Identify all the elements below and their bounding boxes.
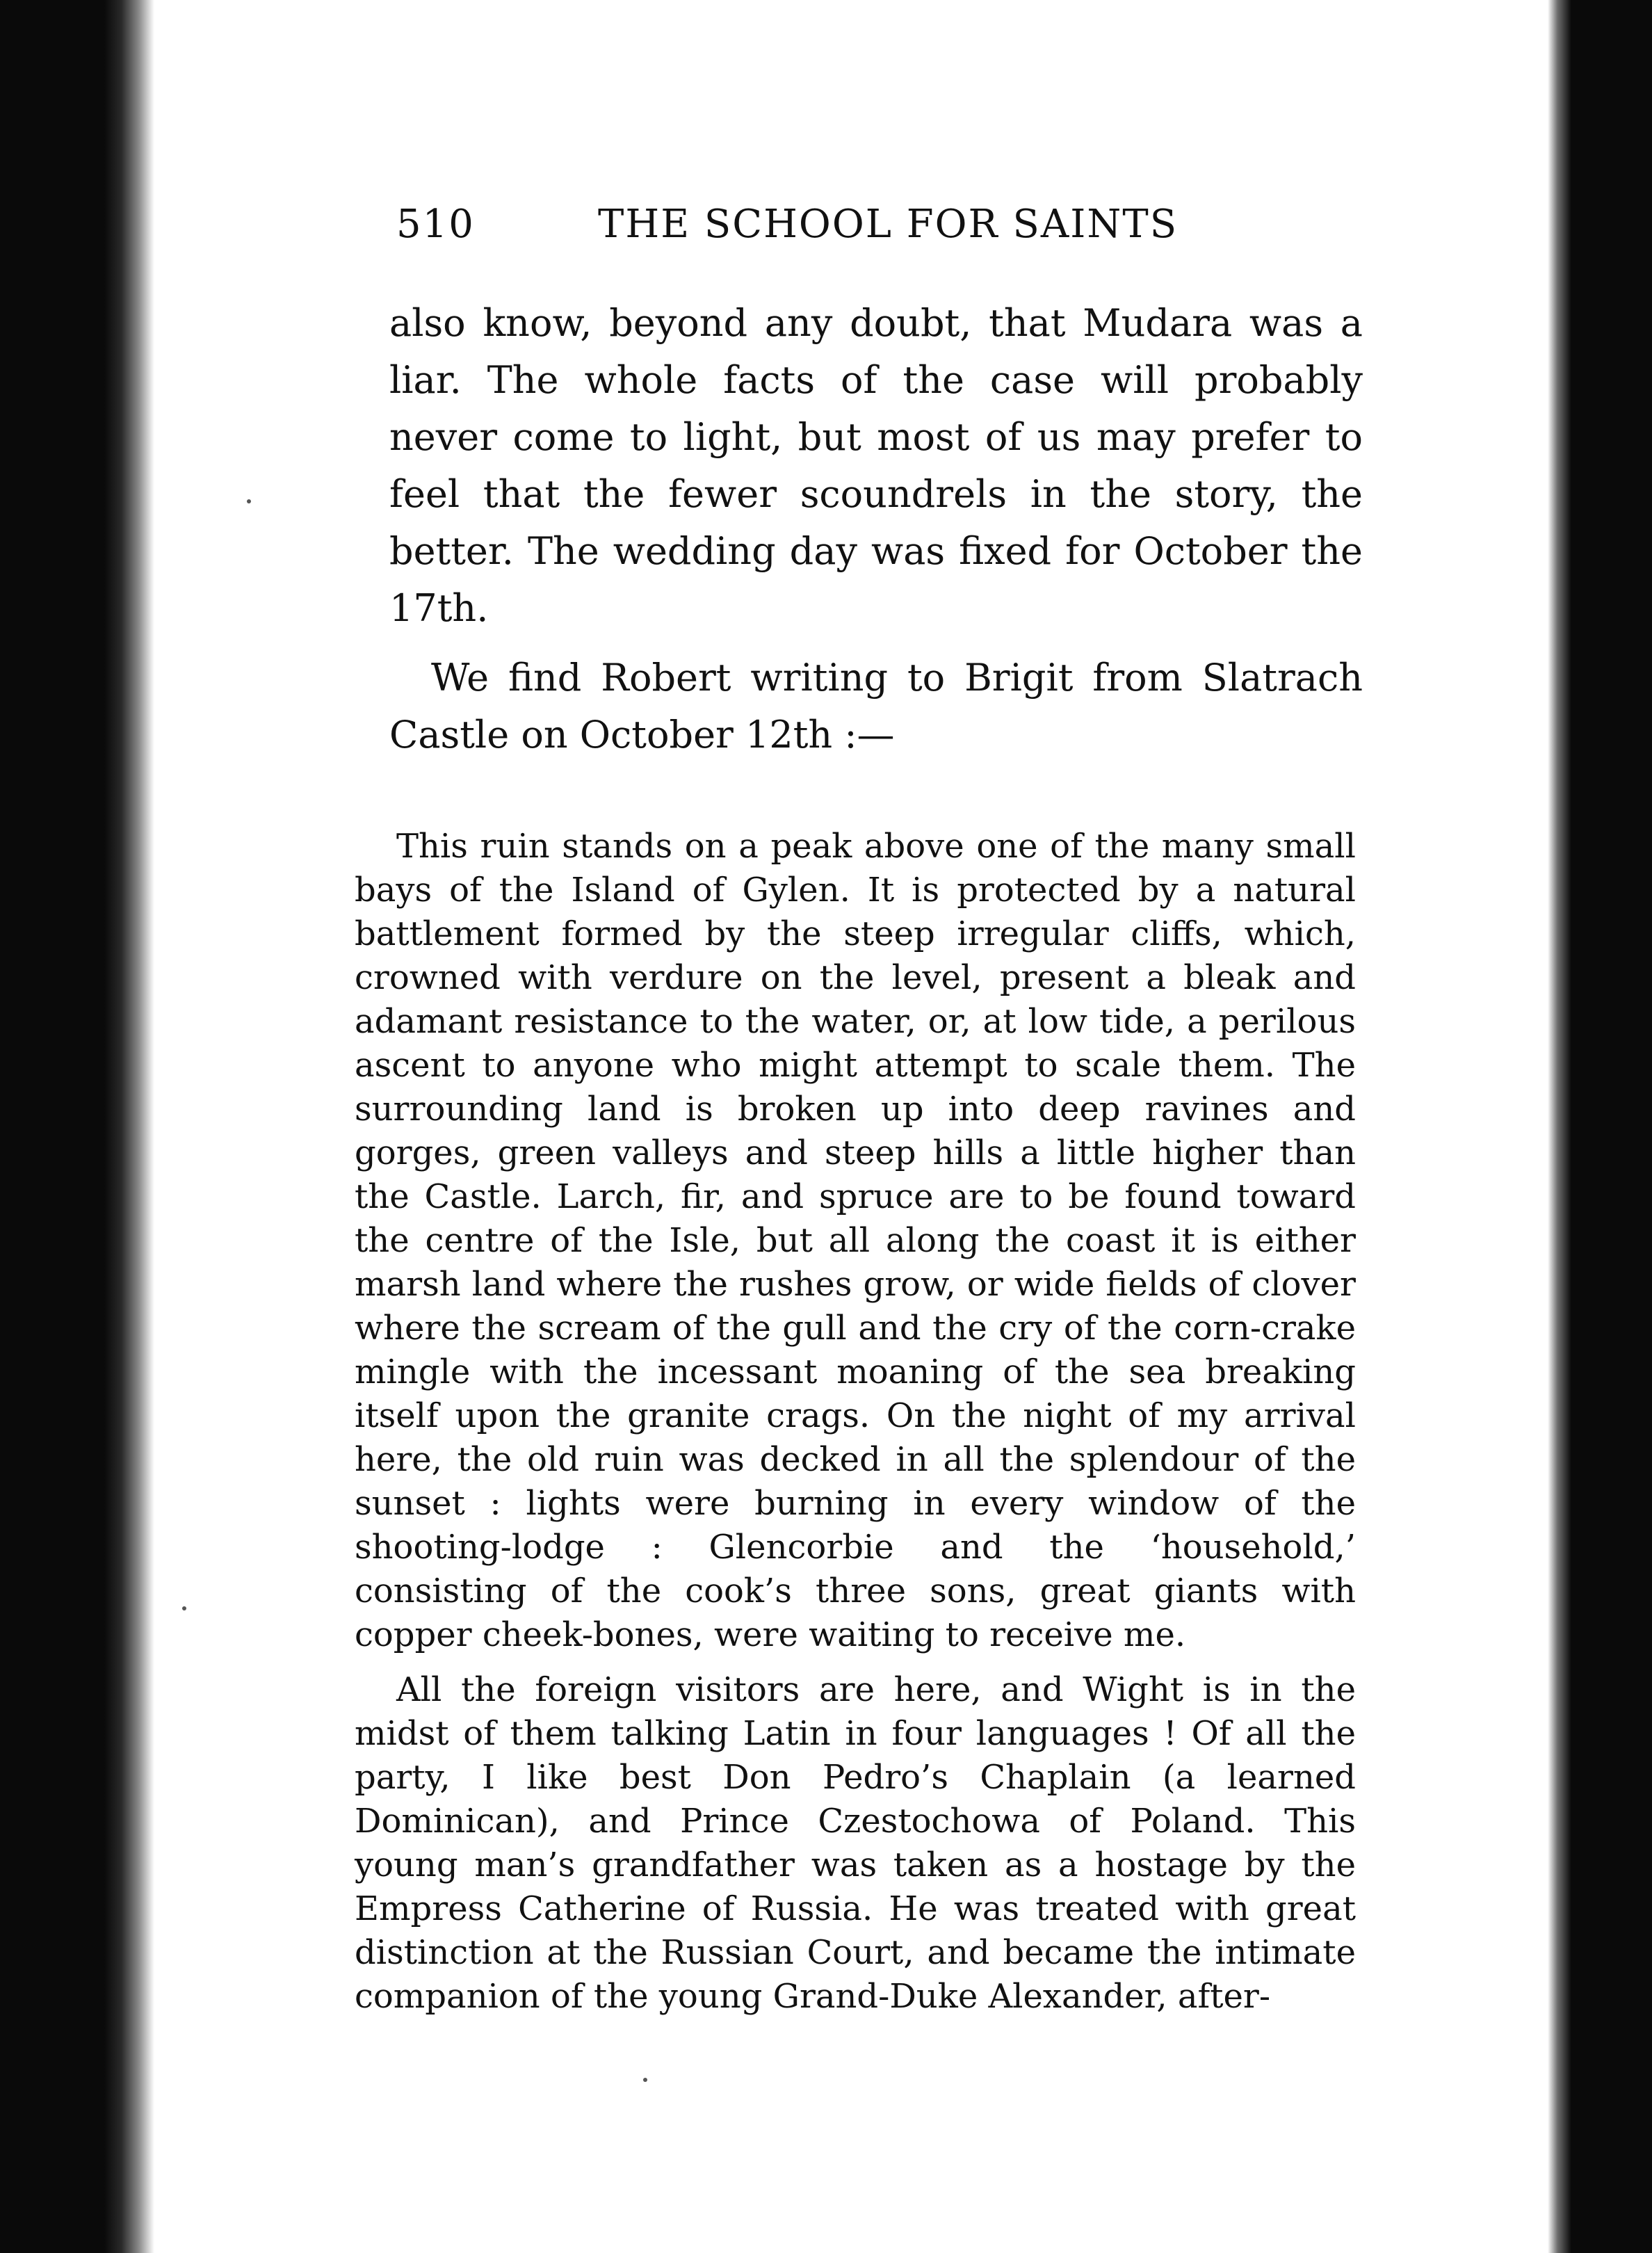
letter-paragraph: This ruin stands on a peak above one of the many small bays of the Island of Gylen. It is protected by a natural battlement formed by the steep irregular cliffs, which, crowned with verdure on the level, present a bleak and adamant resistance to the water, or, at low tide, a perilous ascent to anyone who might attempt to scale them. The surrounding land is broken up into deep ravines and gorges, green valleys and steep hills a little higher than the Castle. Larch, fir, and spruce are to be found toward the centre of the Isle, but all along the coast it is either marsh land where the rushes grow, or wide fields of clover where the scream of the gull and the cry of the corn-crake mingle with the incessant moaning of the sea breaking itself upon the granite crags. On the night of my arrival here, the old ruin was decked in all the splendour of the sunset : lights were burning in every window of the shooting-lodge : Glencorbie and the ‘household,’ consisting of the cook’s three sons, great giants with copper cheek-bones, were waiting to receive me. xyxy=(355,827,1356,1654)
scan-speck xyxy=(182,1606,186,1610)
running-head xyxy=(348,195,1377,264)
narrative-text xyxy=(348,295,1377,764)
narrative-paragraph: We find Robert writing to Brigit from Slatrach Castle on October 12th :— xyxy=(389,656,1363,757)
right-binding-shadow xyxy=(1548,0,1652,2253)
running-title: THE SCHOOL FOR SAINTS xyxy=(598,202,1179,247)
narrative-paragraph: also know, beyond any doubt, that Mudara was a liar. The whole facts of the case will probably never come to light, but most of us may prefer to feel that the fewer scoundrels in the story, the better. The wedding day was fixed for October the 17th. xyxy=(389,301,1363,630)
letter-paragraph: All the foreign visitors are here, and Wight is in the midst of them talking Latin in four languages ! Of all the party, I like best Don Pedro’s Chaplain (a learned Dominican), and Prince Czestochowa of Poland. This young man’s grandfather was taken as a hostage by the Empress Catherine of Russia. He was treated with great distinction at the Russian Court, and became the intimate companion of the young Grand-Duke Alexander, after- xyxy=(355,1670,1356,2016)
book-page xyxy=(348,195,1377,2030)
left-binding-shadow xyxy=(0,0,154,2253)
scan-speck xyxy=(247,499,251,503)
quoted-letter xyxy=(348,825,1377,2019)
scan-speck xyxy=(643,2078,647,2082)
page-number: 510 xyxy=(396,202,475,247)
